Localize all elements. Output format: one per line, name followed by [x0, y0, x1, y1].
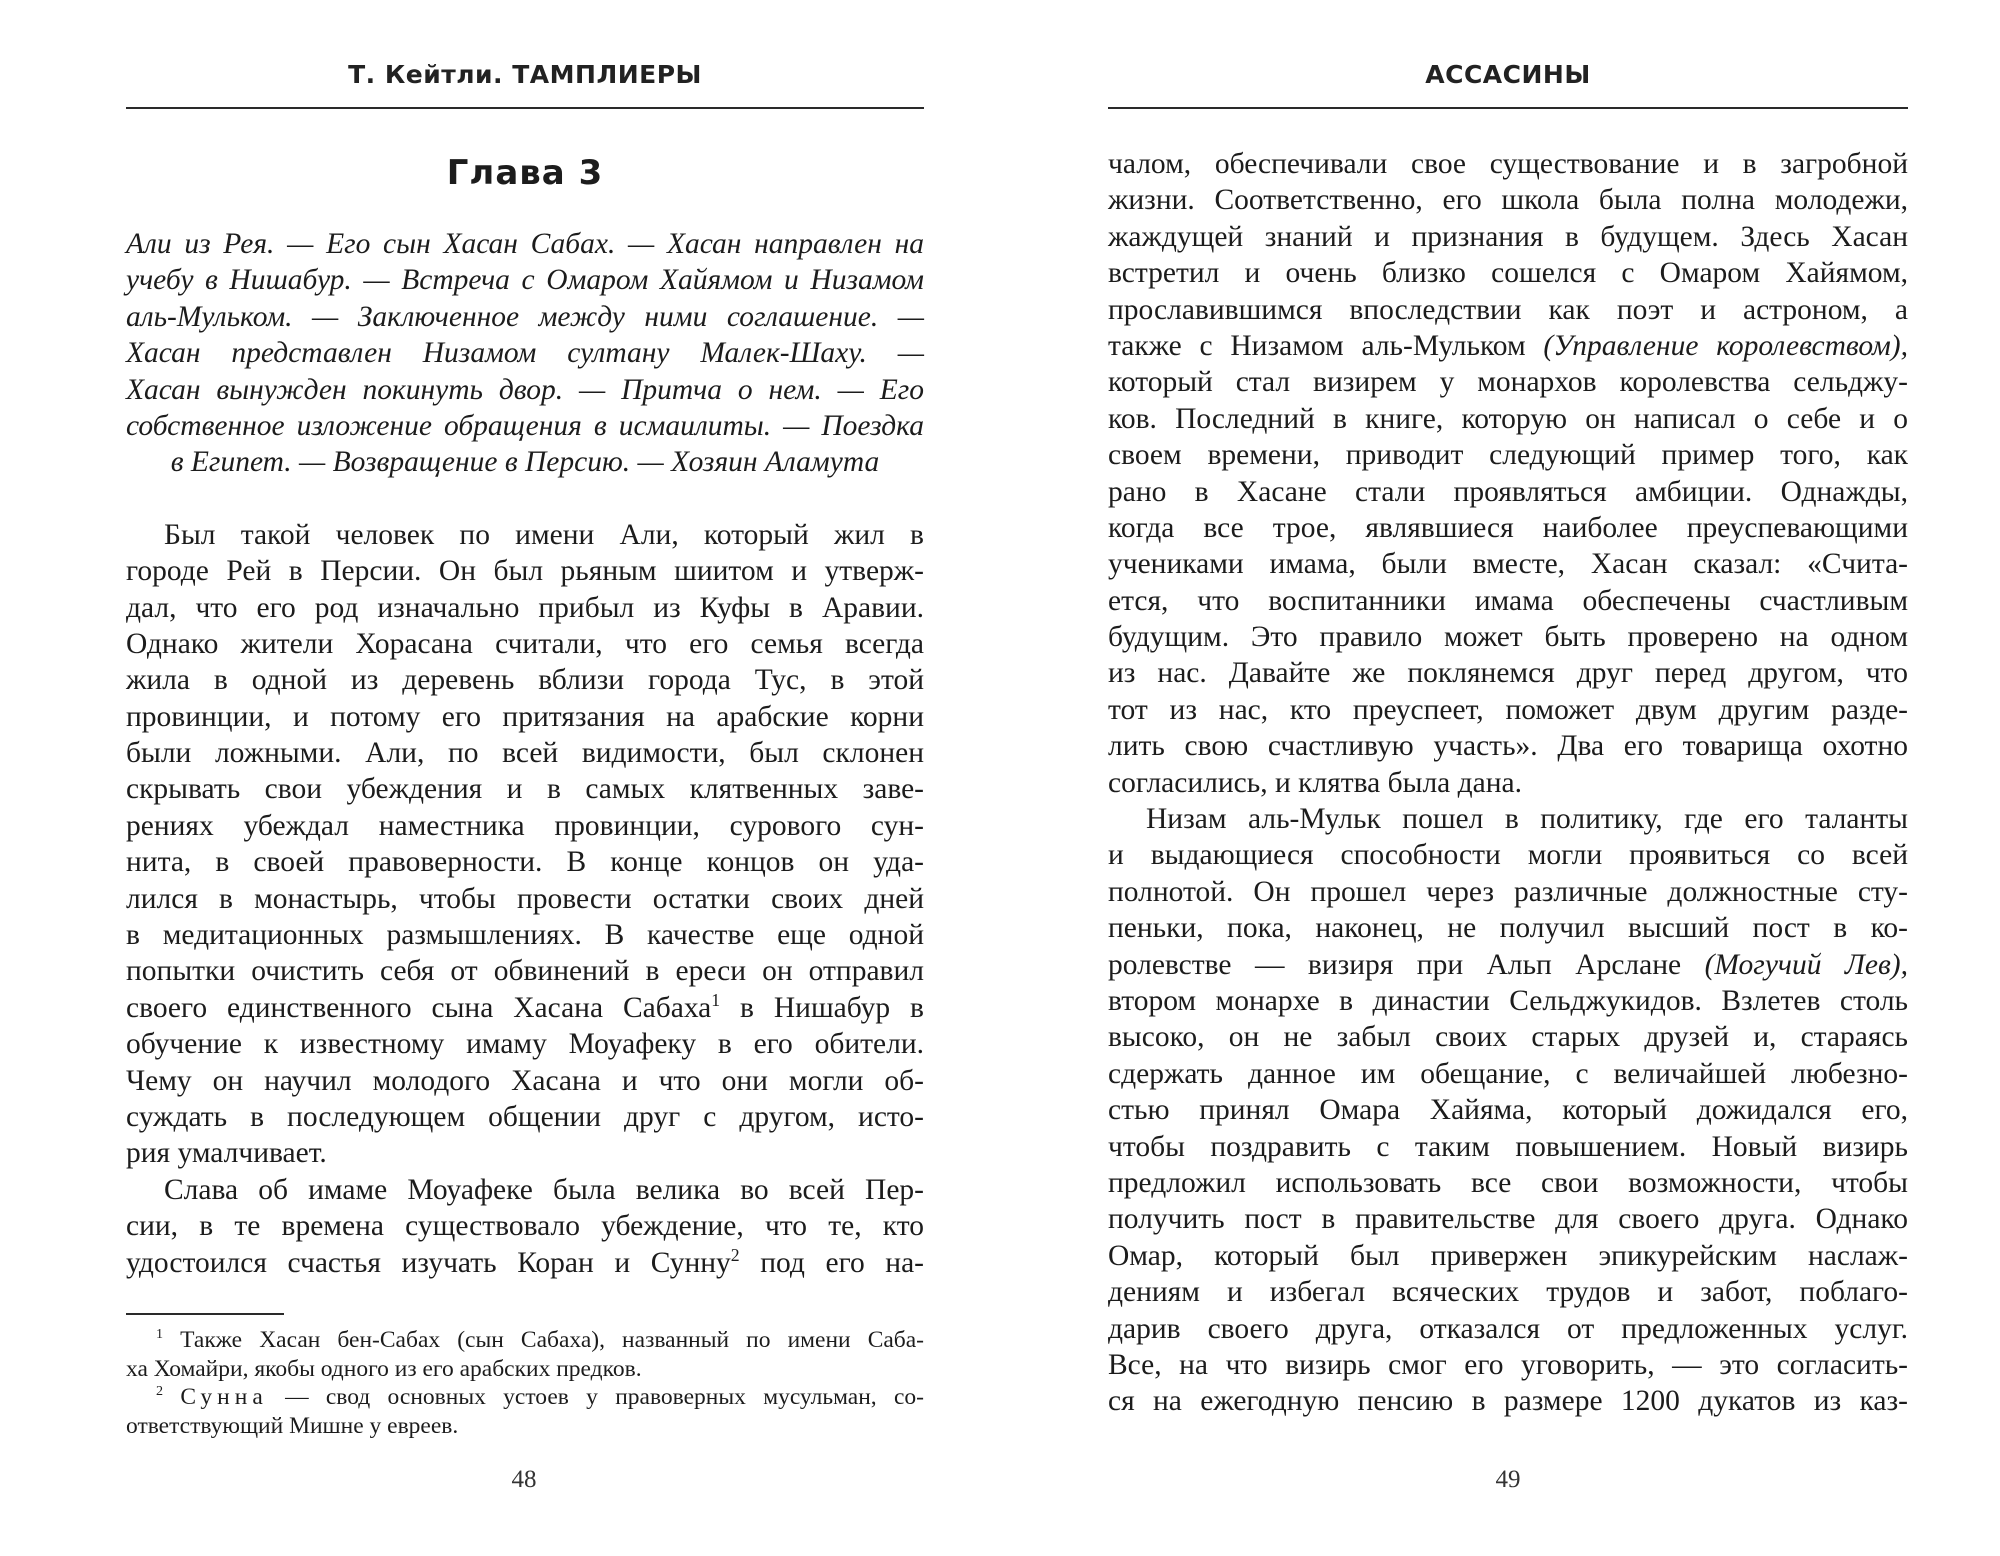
summary-line: Хасан вынужден покинуть двор. — Притча о нем. — Его: [126, 373, 924, 406]
body-line: жаждущей знаний и признания в будущем. Здесь Хасан: [1108, 220, 1908, 253]
body-line: своем времени, приводит следующий пример того, как: [1108, 439, 1908, 472]
body-line: Чему он научил молодого Хасана и что они могли об-: [126, 1064, 924, 1097]
summary-line: учебу в Нишабур. — Встреча с Омаром Хайямом и Низамом: [126, 264, 924, 297]
body-line: учениками имама, были вместе, Хасан сказал: «Счита-: [1108, 548, 1908, 581]
body-line: дениям и избегал всяческих трудов и забот, поблаго-: [1108, 1276, 1908, 1309]
right-page-number: 49: [1495, 1466, 1521, 1493]
body-line: тот из нас, кто преуспеет, поможет двум другим разде-: [1108, 693, 1908, 726]
body-line-start: ролевстве — визиря при Альп Арслане: [1108, 948, 1705, 981]
body-line-end: в Нишабур в: [720, 991, 924, 1024]
summary-line: в Египет. — Возвращение в Персию. — Хозяин Аламута: [170, 446, 880, 479]
right-page: [1000, 0, 2000, 1556]
body-line: Был такой человек по имени Али, который жил в: [164, 518, 924, 551]
body-line: скрывать свои убеждения и в самых клятвенных заве-: [126, 773, 924, 806]
left-body-text: [126, 517, 924, 1281]
body-line: жизни. Соответственно, его школа была полна молодежи,: [1108, 184, 1908, 217]
summary-line: аль-Мульком. — Заключенное между ними соглашение. —: [126, 300, 924, 333]
body-line: рениях убеждал наместника провинции, сурового сун-: [126, 809, 924, 842]
footnote-line: ха Хомайри, якобы одного из его арабских предков.: [126, 1355, 642, 1382]
body-line: из нас. Давайте же поклянемся друг перед другом, что: [1108, 657, 1908, 690]
body-line: сдержать данное им обещание, с величайшей любезно-: [1108, 1057, 1908, 1090]
footnote-mark-1: 1: [156, 1326, 164, 1343]
body-line: лился в монастырь, чтобы провести остатки своих дней: [126, 882, 924, 915]
footnote-1-line: [126, 1326, 924, 1355]
body-line: городе Рей в Персии. Он был рьяным шиитом и утверж-: [126, 555, 924, 588]
body-line: втором монархе в династии Сельджукидов. Взлетев столь: [1108, 984, 1908, 1017]
body-line: и выдающиеся способности могли проявиться со всей: [1108, 839, 1908, 872]
body-line: попытки очистить себя от обвинений в ереси он отправил: [126, 955, 924, 988]
summary-line: Хасан представлен Низамом султану Малек-Шаху. —: [126, 337, 924, 370]
body-line: предложил использовать все свои возможности, чтобы: [1108, 1166, 1908, 1199]
summary-line: Али из Рея. — Его сын Хасан Сабах. — Хасан направлен на: [126, 228, 924, 260]
footnotes: [126, 1326, 924, 1440]
body-line-start: удостоился счастья изучать Коран и Сунну: [126, 1246, 731, 1279]
footnote-ref-2: 2: [730, 1244, 740, 1265]
body-line: когда все трое, являвшиеся наиболее преуспевающими: [1108, 511, 1908, 544]
chapter-title: Глава 3: [446, 153, 604, 193]
body-line: дал, что его род изначально прибыл из Куфы в Аравии.: [126, 591, 924, 624]
body-line: жила в одной из деревень вблизи города Тус, в этой: [126, 664, 924, 697]
summary-line: собственное изложение обращения в исмаилиты. — Поездка: [126, 409, 924, 442]
body-line: Низам аль-Мульк пошел в политику, где его таланты: [1146, 803, 1908, 836]
body-line: прославившимся впоследствии как поэт и астроном, а: [1108, 293, 1908, 326]
body-line: ется, что воспитанники имама обеспечены счастливым: [1108, 584, 1908, 617]
body-line: чалом, обеспечивали свое существование и в загробной: [1108, 148, 1908, 180]
body-line: чтобы поздравить с таким повышением. Новый визирь: [1108, 1130, 1908, 1163]
footnote-text: — свод основных устоев у правоверных мусульман, со-: [267, 1384, 924, 1410]
body-line: получить пост в правительстве для своего друга. Однако: [1108, 1203, 1908, 1236]
body-line: ся на ежегодную пенсию в размере 1200 дукатов из каз-: [1108, 1385, 1908, 1418]
body-line-end: под его на-: [760, 1246, 925, 1279]
body-line: пеньки, пока, наконец, не получил высший пост в ко-: [1108, 912, 1908, 945]
footnote-text: Также Хасан бен-Сабах (сын Сабаха), названный по имени Саба-: [180, 1327, 925, 1353]
body-line: дарив своего друга, отказался от предложенных услуг.: [1108, 1312, 1908, 1345]
body-line: обучение к известному имаму Моуафеку в его обители.: [126, 1028, 924, 1061]
body-line: полнотой. Он прошел через различные должностные сту-: [1108, 875, 1908, 908]
right-text-block: [1108, 146, 1908, 1420]
body-line: рано в Хасане стали проявляться амбиции. Однажды,: [1108, 475, 1908, 508]
body-line: в медитационных размышлениях. В качестве еще одной: [126, 919, 924, 952]
body-line-with-footnote: [126, 1245, 924, 1281]
italic-gloss: (Управление королевством),: [1543, 329, 1909, 362]
body-line: Однако жители Хорасана считали, что его семья всегда: [126, 627, 924, 660]
body-line-start: также с Низамом аль-Мульком: [1108, 329, 1544, 362]
body-line: лить свою счастливую участь». Два его товарища охотно: [1108, 730, 1908, 763]
body-line: ков. Последний в книге, которую он написал о себе и о: [1108, 402, 1908, 435]
body-line: Омар, который был привержен эпикурейским наслаж-: [1108, 1239, 1908, 1272]
italic-gloss: (Могучий Лев),: [1704, 948, 1908, 981]
body-line-start: своего единственного сына Хасана Сабаха: [126, 991, 712, 1024]
body-line-with-italic: [1108, 947, 1908, 983]
right-head-rule: [1108, 107, 1908, 109]
body-line: провинции, и потому его притязания на арабские корни: [126, 700, 924, 733]
body-line: высоко, он не забыл своих старых друзей и, стараясь: [1108, 1021, 1908, 1054]
body-line: были ложными. Али, по всей видимости, был склонен: [126, 737, 924, 770]
body-line: сии, в те времена существовало убеждение, что те, кто: [126, 1210, 924, 1243]
chapter-summary: [126, 226, 924, 481]
body-line: Все, на что визирь смог его уговорить, — это согласить-: [1108, 1348, 1908, 1381]
footnote-mark-2: 2: [156, 1383, 164, 1400]
body-line: нита, в своей правоверности. В конце концов он уда-: [126, 846, 924, 879]
left-head-rule: [126, 107, 924, 109]
left-text-block: [126, 148, 924, 1281]
footnote-ref-1: 1: [711, 989, 721, 1010]
body-line-with-italic: [1108, 328, 1908, 364]
body-line: рия умалчивает.: [126, 1137, 327, 1170]
body-line: стью принял Омара Хайяма, который дожидался его,: [1108, 1094, 1908, 1127]
footnote-rule: [126, 1313, 284, 1315]
footnote-2-line: [126, 1383, 924, 1412]
footnote-term: Сунна: [180, 1384, 268, 1410]
right-running-head: АССАСИНЫ: [1425, 60, 1591, 89]
left-running-head: Т. Кейтли. ТАМПЛИЕРЫ: [348, 60, 702, 89]
footnote-line: ответствующий Мишне у евреев.: [126, 1412, 459, 1439]
body-line: Слава об имаме Моуафеке была велика во всей Пер-: [164, 1173, 924, 1206]
body-line: суждать в последующем общении друг с другом, исто-: [126, 1100, 924, 1133]
body-line: встретил и очень близко сошелся с Омаром Хайямом,: [1108, 257, 1908, 290]
body-line: который стал визирем у монархов королевства сельджу-: [1108, 366, 1908, 399]
body-line: согласились, и клятва была дана.: [1108, 766, 1523, 799]
left-page-number: 48: [511, 1466, 537, 1493]
body-line: будущим. Это правило может быть проверено на одном: [1108, 621, 1908, 654]
body-line-with-footnote: [126, 990, 924, 1026]
